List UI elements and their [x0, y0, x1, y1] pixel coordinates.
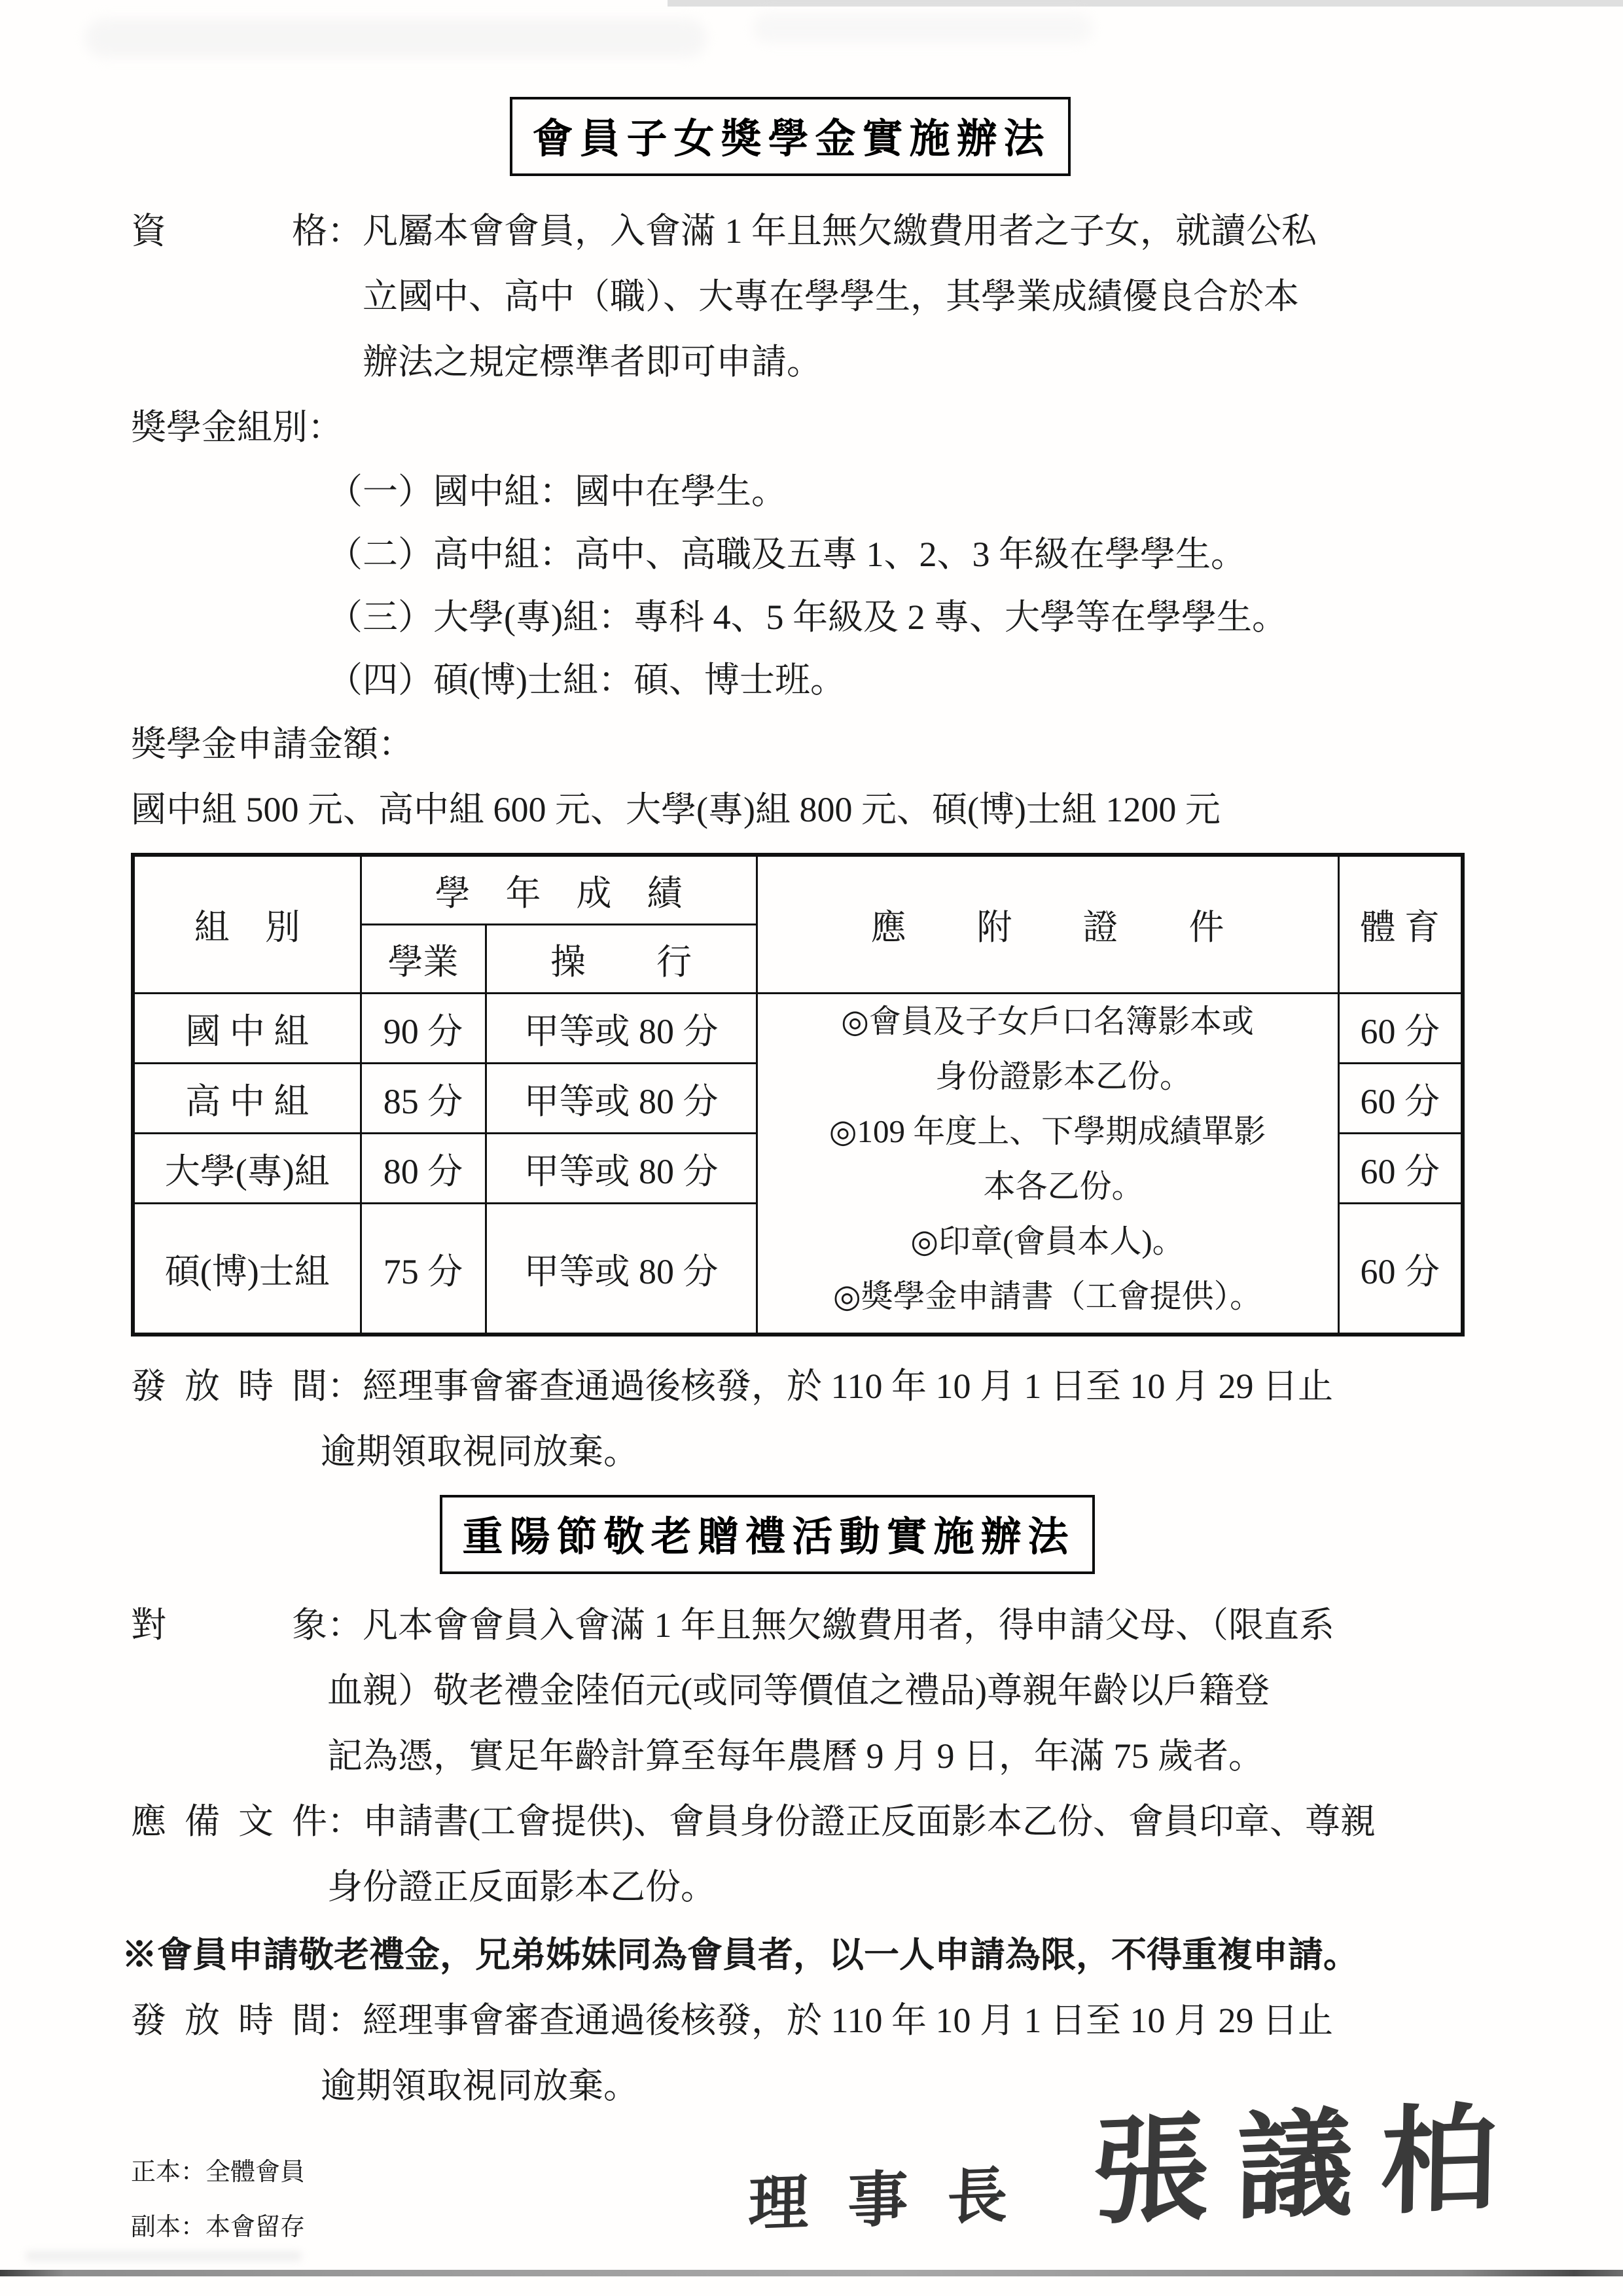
document-item-1: ◎會員及子女戶口名簿影本或: [841, 1003, 1254, 1039]
eligibility-paragraph: [131, 198, 1482, 395]
eligibility-line-3: 辦法之規定標準者即可申請。: [363, 342, 822, 382]
scholarship-title: 會員子女獎學金實施辦法: [532, 117, 1051, 162]
cell-academic: 85 分: [361, 1064, 486, 1134]
label-colon: ：: [327, 211, 363, 251]
cell-conduct: 甲等或 80 分: [486, 994, 757, 1064]
cell-academic: 90 分: [361, 994, 486, 1064]
table-row-junior: [133, 994, 1463, 1064]
eligibility-line-1: [131, 198, 1482, 264]
footer-original: 正本：全體會員: [131, 2159, 306, 2186]
cell-academic: 75 分: [361, 1204, 486, 1335]
eligibility-text-1: 凡屬本會會員，入會滿 1 年且無欠繳費用者之子女，就讀公私: [363, 211, 1317, 251]
label-colon: ：: [327, 2001, 363, 2040]
gift-documents-paragraph: [131, 1789, 1482, 1920]
document-item-2: 身份證影本乙份。: [902, 1058, 1192, 1094]
cell-conduct: 甲等或 80 分: [486, 1064, 757, 1134]
gift-docs-line-2: 身份證正反面影本乙份。: [327, 1867, 716, 1907]
cell-group: 國 中 組: [133, 994, 361, 1064]
target-text-1: 凡本會會員入會滿 1 年且無欠繳費用者，得申請父母、（限直系: [363, 1605, 1334, 1645]
signature-name: 張議柏: [1092, 2094, 1526, 2239]
payout-label: 發放時間: [131, 1367, 327, 1406]
cell-academic: 80 分: [361, 1134, 486, 1204]
scholarship-title-box: [510, 97, 1070, 176]
gift-docs-line-1: [131, 1789, 1482, 1854]
label-colon: ：: [327, 1367, 363, 1406]
cell-conduct: 甲等或 80 分: [486, 1204, 757, 1335]
cell-pe: 60 分: [1338, 1134, 1463, 1204]
gift-payout-line-1: [131, 1988, 1482, 2053]
scores-table: [131, 853, 1465, 1336]
payout-line-1: [131, 1354, 1482, 1419]
cell-group: 大學(專)組: [133, 1134, 361, 1204]
gift-docs-label: 應備文件: [131, 1802, 327, 1841]
gift-title-box: [440, 1495, 1094, 1574]
payout-text-1: 經理事會審查通過後核發，於 110 年 10 月 1 日至 10 月 29 日止: [363, 1367, 1333, 1406]
cell-pe: 60 分: [1338, 994, 1463, 1064]
gift-payout-text-1: 經理事會審查通過後核發，於 110 年 10 月 1 日至 10 月 29 日止: [363, 2001, 1333, 2040]
cell-conduct: 甲等或 80 分: [486, 1134, 757, 1204]
scholarship-payout-paragraph: [131, 1354, 1482, 1484]
target-label: 對象: [131, 1605, 327, 1645]
gift-payout-label: 發放時間: [131, 2001, 327, 2040]
eligibility-label: 資格: [131, 211, 327, 251]
group-item-2: （二）高中組：高中、高職及五專 1、2、3 年級在學學生。: [327, 535, 1246, 574]
label-colon: ：: [327, 1802, 363, 1841]
duplicate-application-note: ※會員申請敬老禮金，兄弟姊妹同為會員者，以一人申請為限，不得重複申請。: [122, 1935, 1359, 1975]
scan-artifact-bottom-line: [0, 2270, 1623, 2276]
group-item-4: （四）碩(博)士組：碩、博士班。: [327, 660, 846, 700]
groups-heading: 獎學金組別：: [131, 408, 343, 447]
th-pe: 體 育: [1338, 855, 1463, 994]
th-academic: 學業: [361, 925, 486, 994]
cell-documents: [757, 994, 1338, 1335]
cell-pe: 60 分: [1338, 1064, 1463, 1134]
payout-line-2: 逾期領取視同放棄。: [321, 1432, 639, 1471]
th-conduct: 操 行: [486, 925, 757, 994]
footer-copy: 副本：本會留存: [131, 2214, 306, 2241]
target-line-3: 記為憑，實足年齡計算至每年農曆 9 月 9 日，年滿 75 歲者。: [327, 1736, 1264, 1776]
document-item-5: ◎印章(會員本人)。: [910, 1223, 1185, 1259]
group-item-3: （三）大學(專)組：專科 4、5 年級及 2 專、大學等在學學生。: [327, 598, 1287, 637]
target-paragraph: [131, 1592, 1482, 1789]
th-group: 組 別: [133, 855, 361, 994]
cell-group: 高 中 組: [133, 1064, 361, 1134]
amounts-line: 國中組 500 元、高中組 600 元、大學(專)組 800 元、碩(博)士組 1200 元: [131, 790, 1221, 829]
gift-title: 重陽節敬老贈禮活動實施辦法: [462, 1515, 1075, 1560]
amounts-heading: 獎學金申請金額：: [131, 725, 414, 764]
cell-pe: 60 分: [1338, 1204, 1463, 1335]
cell-group: 碩(博)士組: [133, 1204, 361, 1335]
target-line-2: 血親）敬老禮金陸佰元(或同等價值之禮品)尊親年齡以戶籍登: [327, 1671, 1270, 1710]
document-item-3: ◎109 年度上、下學期成績單影: [829, 1113, 1266, 1149]
eligibility-line-2: 立國中、高中（職）、大專在學學生，其學業成績優良合於本: [363, 277, 1299, 316]
label-colon: ：: [327, 1605, 363, 1645]
th-documents: 應 附 證 件: [757, 855, 1338, 994]
th-year-score: 學 年 成 績: [361, 855, 757, 925]
chairman-signature: [747, 2064, 1526, 2259]
groups-list: [131, 460, 1482, 711]
gift-docs-text-1: 申請書(工會提供)、會員身份證正反面影本乙份、會員印章、尊親: [363, 1802, 1376, 1841]
gift-payout-line-2: 逾期領取視同放棄。: [321, 2066, 639, 2106]
document-item-4: 本各乙份。: [951, 1168, 1144, 1204]
signature-title: 理事長: [747, 2161, 1048, 2238]
document-item-6: ◎獎學金申請書（工會提供）。: [832, 1278, 1262, 1314]
group-item-1: （一）國中組：國中在學生。: [327, 472, 787, 511]
target-line-1: [131, 1592, 1482, 1658]
